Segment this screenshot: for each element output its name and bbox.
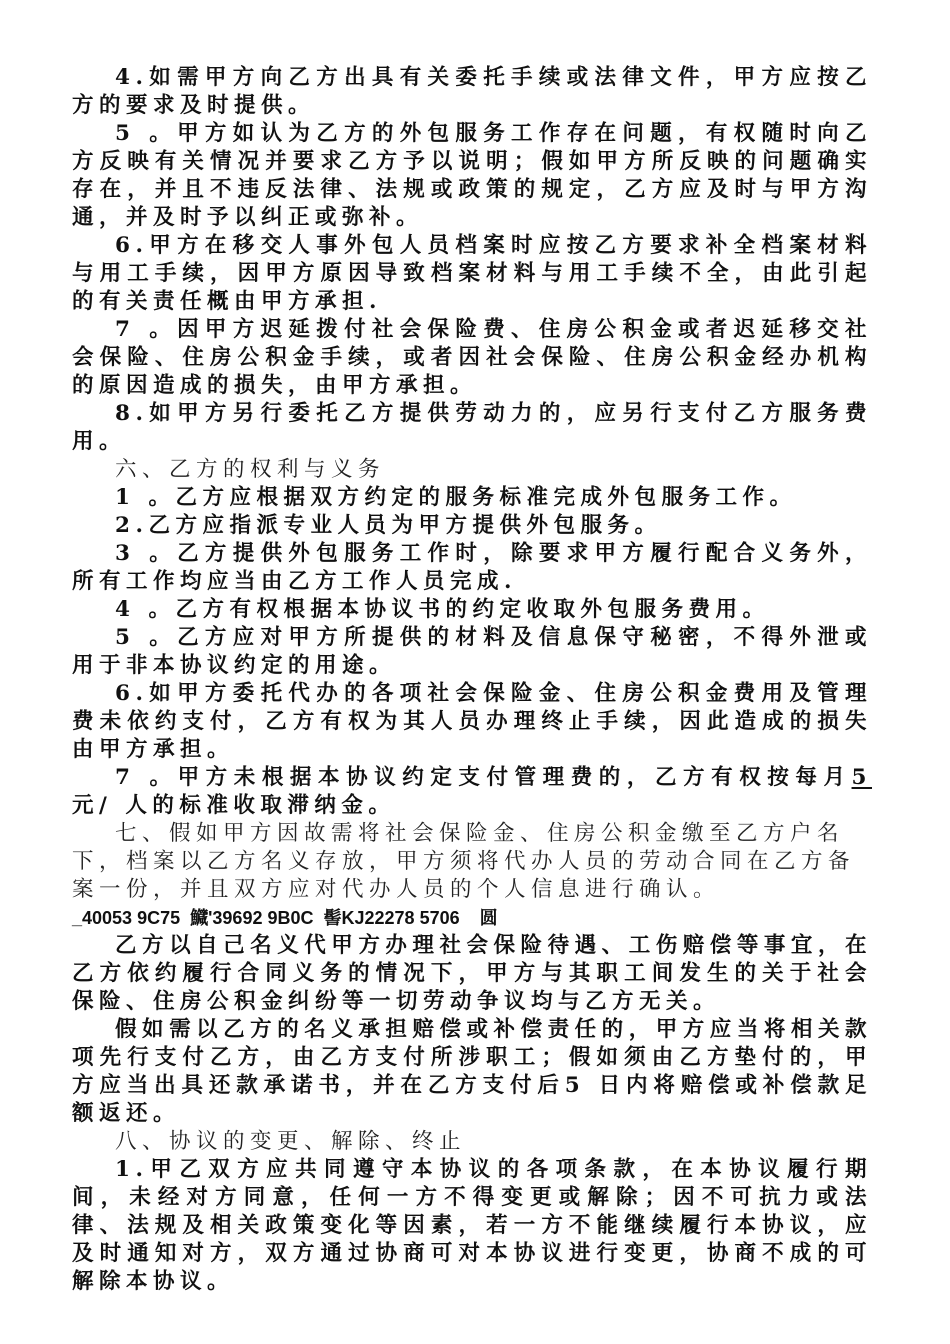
late-fee-amount: 5 [851,765,872,790]
clause-6-4: 4 。乙方有权根据本协议书的约定收取外包服务费用。 [115,597,770,622]
clause-6-7 [72,764,872,820]
clause-5-5: 5 。甲方如认为乙方的外包服务工作存在问题，有权随时向乙方反映有关情况并要求乙方予以说明；假如甲方所反映的问题确实存在，并且不违反法律、法规或政策的规定，乙方应及时与甲方沟通，并及时予以纠正或弥补。 [72,121,872,230]
section-8-heading: 八、协议的变更、解除、终止 [115,1129,467,1154]
code-glyph-1: 鱵 [190,908,209,928]
clause-8-1: 1.甲乙双方应共同遵守本协议的各项条款，在本协议履行期间，未经对方同意，任何一方不得变更或解除；因不可抗力或法律、法规及相关政策变化等因素，若一方不能继续履行本协议，应及时通知对方，双方通过协商可对本协议进行变更，协商不成的可解除本协议。 [72,1157,872,1294]
clause-6-2: 2.乙方应指派专业人员为甲方提供外包服务。 [115,513,662,538]
section-7-paragraph: 七、假如甲方因故需将社会保险金、住房公积金缴至乙方户名下，档案以乙方名义存放，甲方须将代办人员的劳动合同在乙方备案一份，并且双方应对代办人员的个人信息进行确认。 [72,821,856,902]
code-glyph-3: 圆 [479,908,498,928]
clause-7-a: 乙方以自己名义代甲方办理社会保险待遇、工伤赔偿等事宜，在乙方依约履行合同义务的情况下，甲方与其职工间发生的关于社会保险、住房公积金纠纷等一切劳动争议均与乙方无关。 [72,933,872,1014]
code-fragment-1: _40053 9C75 [72,908,181,928]
clause-7-b: 假如需以乙方的名义承担赔偿或补偿责任的，甲方应当将相关款项先行支付乙方，由乙方支付所涉职工；假如须由乙方垫付的，甲方应当出具还款承诺书，并在乙方支付后5 日内将赔偿或补偿款足额返还。 [72,1017,872,1126]
clause-6-7-after: 元/ 人的标准收取滞纳金。 [72,793,396,818]
section-6-heading: 六、乙方的权利与义务 [115,457,386,482]
clause-5-7: 7 。因甲方迟延拨付社会保险费、住房公积金或者迟延移交社会保险、住房公积金手续，或者因社会保险、住房公积金经办机构的原因造成的损失，由甲方承担。 [72,317,872,398]
clause-6-1: 1 。乙方应根据双方约定的服务标准完成外包服务工作。 [115,485,797,510]
clause-5-6: 6.甲方在移交人事外包人员档案时应按乙方要求补全档案材料与用工手续，因甲方原因导致档案材料与用工手续不全，由此引起的有关责任概由甲方承担. [72,233,872,314]
encoded-text-line [72,904,872,932]
clause-5-8: 8.如甲方另行委托乙方提供劳动力的，应另行支付乙方服务费用。 [72,401,872,454]
clause-6-6: 6.如甲方委托代办的各项社会保险金、住房公积金费用及管理费未依约支付，乙方有权为其人员办理终止手续，因此造成的损失由甲方承担。 [72,681,872,762]
code-fragment-3: KJ22278 5706 [341,908,460,928]
code-fragment-2: '39692 9B0C [208,908,314,928]
clause-6-3: 3 。乙方提供外包服务工作时，除要求甲方履行配合义务外，所有工作均应当由乙方工作人员完成. [72,541,872,594]
clause-6-5: 5 。乙方应对甲方所提供的材料及信息保守秘密，不得外泄或用于非本协议约定的用途。 [72,625,872,678]
clause-5-4: 4.如需甲方向乙方出具有关委托手续或法律文件，甲方应按乙方的要求及时提供。 [72,65,872,118]
clause-6-7-before: 7 。甲方未根据本协议约定支付管理费的，乙方有权按每月 [115,765,852,790]
code-glyph-2: 髻 [323,908,342,928]
document-page [72,64,872,1296]
